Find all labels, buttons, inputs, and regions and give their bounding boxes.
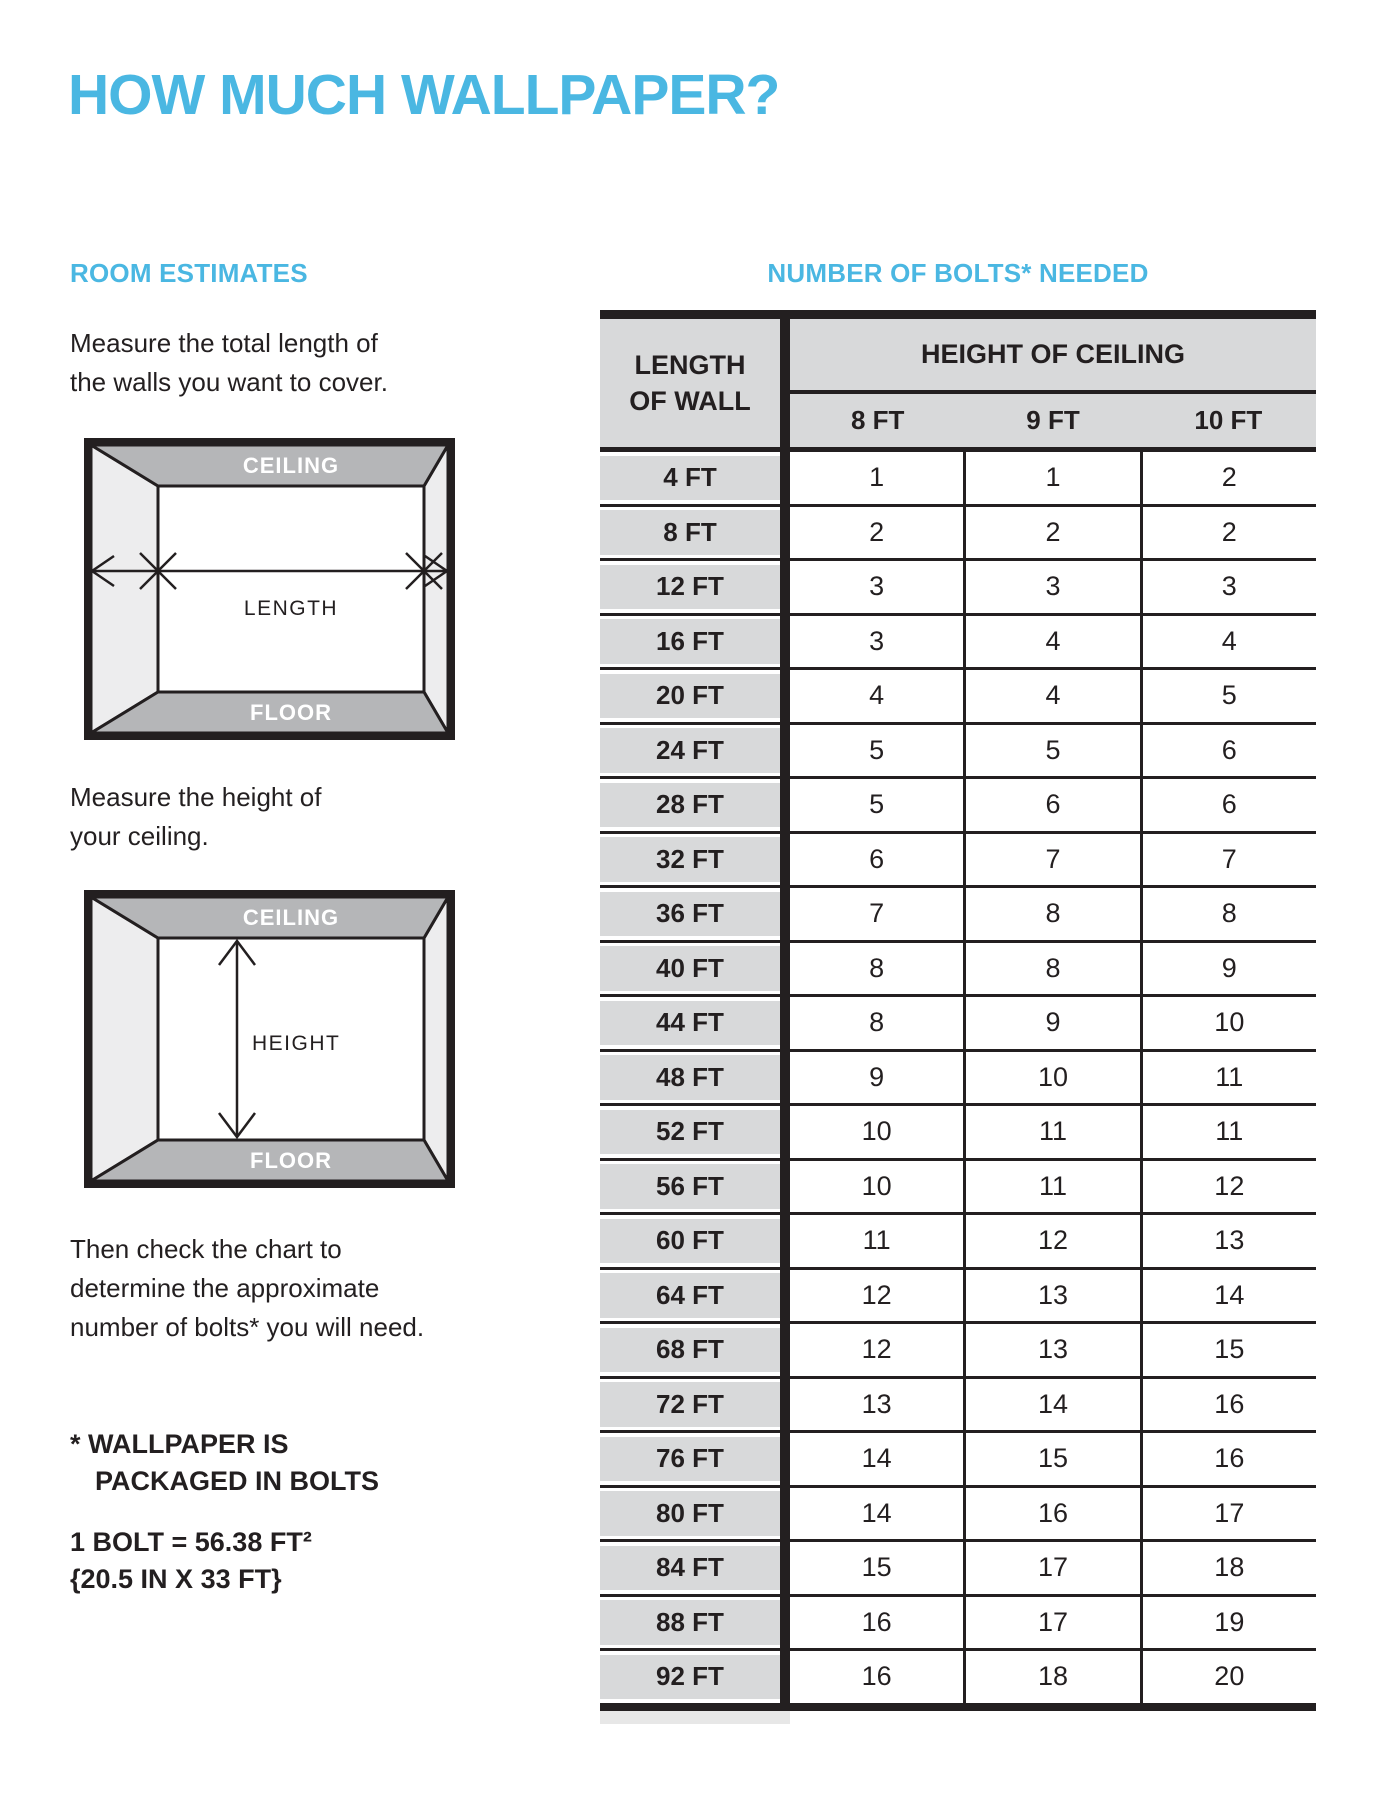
row-label: 56 FT [600,1164,780,1209]
column-header-10-ft: 10 FT [1194,405,1263,435]
bolt-count-cell: 6 [869,843,885,874]
row-divider [780,725,790,777]
row-divider [780,1324,790,1376]
row-label: 60 FT [600,1219,780,1264]
table-row [600,1594,1316,1649]
bolt-count-cell: 12 [861,1334,892,1365]
table-row [600,1648,1316,1703]
table-row [600,558,1316,613]
row-divider [780,1052,790,1104]
bolt-count-cell: 5 [1140,670,1316,722]
bolt-count-cell: 17 [1140,1488,1316,1540]
instruction-length-line2: the walls you want to cover. [70,367,388,397]
bolt-count-cell: 8 [869,1007,885,1038]
table-row [600,1212,1316,1267]
bolts-needed-heading: NUMBER OF BOLTS* NEEDED [767,258,1149,288]
header-divider [780,319,790,447]
bolt-count-cell: 11 [963,1161,1139,1213]
bolt-count-cell: 8 [869,952,885,983]
bolt-count-cell: 14 [861,1443,892,1474]
row-label-cell [600,507,780,559]
bolt-count-cell: 10 [963,1052,1139,1104]
bolt-count-cell: 2 [1140,507,1316,559]
row-label-cell [600,997,780,1049]
length-label: LENGTH [243,597,339,620]
bolt-count-cell: 6 [1140,779,1316,831]
table-row [600,1267,1316,1322]
table-header [600,319,1316,447]
room-height-diagram [84,890,455,1188]
table-row [600,613,1316,668]
instruction-height-line2: your ceiling. [70,821,209,851]
table-row [600,994,1316,1049]
bolt-count-cell: 2 [963,507,1139,559]
bolt-count-cell: 18 [1140,1542,1316,1594]
bolt-count-cell: 15 [1140,1324,1316,1376]
bolt-count-cell: 4 [963,616,1139,668]
bolt-count-cell: 14 [1140,1270,1316,1322]
row-label: 16 FT [600,619,780,664]
row-label: 44 FT [600,1001,780,1046]
bolt-count-cell: 16 [861,1661,892,1692]
height-label: HEIGHT [252,1032,341,1055]
bolt-count-cell: 15 [861,1552,892,1583]
row-divider [780,1270,790,1322]
floor-label: FLOOR [250,1148,332,1173]
bolt-size-info [70,1524,312,1598]
bolt-count-cell: 3 [1140,561,1316,613]
bolt-count-cell: 5 [869,789,885,820]
bolts-table [600,310,1316,1724]
table-row [600,1103,1316,1158]
table-row [600,1376,1316,1431]
instruction-length [70,324,388,402]
row-divider [780,1488,790,1540]
row-divider [780,1542,790,1594]
bolt-count-cell: 14 [861,1497,892,1528]
bolt-count-cell: 3 [869,625,885,656]
right-wall [424,445,448,733]
bolt-count-cell: 9 [963,997,1139,1049]
row-label: 64 FT [600,1273,780,1318]
row-label-cell [600,1106,780,1158]
ceiling-label: CEILING [242,453,340,478]
bolt-count-cell: 9 [1140,943,1316,995]
bolt-count-cell: 9 [869,1061,885,1092]
instruction-chart-line3: number of bolts* you will need. [70,1312,425,1342]
table-row [600,504,1316,559]
instruction-chart-line2: determine the approximate [70,1273,380,1303]
bolt-count-cell: 8 [963,888,1139,940]
bolt-count-cell: 13 [963,1324,1139,1376]
bolt-count-cell: 13 [861,1388,892,1419]
table-top-border [600,310,1316,319]
row-divider [780,1433,790,1485]
column-header-9-ft: 9 FT [1026,405,1080,435]
row-label: 72 FT [600,1382,780,1427]
table-row [600,1049,1316,1104]
table-row [600,1539,1316,1594]
row-divider [780,1106,790,1158]
row-divider [780,779,790,831]
row-divider [780,1651,790,1703]
height-of-ceiling-header: HEIGHT OF CEILING [790,319,1316,390]
table-row [600,776,1316,831]
row-label-cell [600,1597,780,1649]
table-row [600,722,1316,777]
bolt-count-cell: 7 [963,834,1139,886]
bolts-footnote-line2: PACKAGED IN BOLTS [95,1466,380,1496]
page-title: HOW MUCH WALLPAPER? [68,63,780,127]
bolt-count-cell: 10 [1140,997,1316,1049]
row-divider [780,834,790,886]
row-label-cell [600,1215,780,1267]
left-wall [91,445,158,733]
bolt-size-line1: 1 BOLT = 56.38 FT² [70,1527,312,1557]
row-label-cell [600,1379,780,1431]
table-body [600,452,1316,1703]
table-row [600,831,1316,886]
bolt-count-cell: 10 [861,1116,892,1147]
row-label: 80 FT [600,1491,780,1536]
instruction-length-line1: Measure the total length of [70,328,378,358]
bolt-count-cell: 1 [963,452,1139,504]
floor-label: FLOOR [250,700,332,725]
table-row [600,1430,1316,1485]
bolt-count-cell: 12 [861,1279,892,1310]
bolt-count-cell: 4 [963,670,1139,722]
row-label-cell [600,1270,780,1322]
row-divider [780,670,790,722]
row-label-cell [600,616,780,668]
row-label-cell [600,1651,780,1703]
row-label: 92 FT [600,1655,780,1700]
ceiling-header-group [790,319,1316,447]
table-row [600,1321,1316,1376]
row-label-cell [600,561,780,613]
bolt-count-cell: 11 [1140,1052,1316,1104]
bolt-count-cell: 4 [1140,616,1316,668]
bolt-count-cell: 11 [1140,1106,1316,1158]
row-label: 48 FT [600,1055,780,1100]
row-divider [780,943,790,995]
row-divider [780,1215,790,1267]
row-label: 8 FT [600,510,780,555]
row-label-cell [600,1161,780,1213]
row-divider [780,507,790,559]
bolt-count-cell: 2 [869,516,885,547]
bolt-count-cell: 2 [1140,452,1316,504]
back-wall [158,486,424,692]
column-headers-row [790,394,1316,447]
bolt-count-cell: 13 [1140,1215,1316,1267]
row-label: 28 FT [600,783,780,828]
row-label-cell [600,834,780,886]
row-divider [780,888,790,940]
bolt-count-cell: 16 [963,1488,1139,1540]
bolt-count-cell: 14 [963,1379,1139,1431]
bolt-count-cell: 19 [1140,1597,1316,1649]
row-label: 68 FT [600,1328,780,1373]
bolt-count-cell: 8 [963,943,1139,995]
bolt-count-cell: 1 [869,462,885,493]
row-label-cell [600,1052,780,1104]
bolt-count-cell: 11 [862,1225,891,1256]
row-label-cell [600,1324,780,1376]
bolt-count-cell: 5 [869,734,885,765]
bolt-count-cell: 6 [1140,725,1316,777]
row-divider [780,1161,790,1213]
length-of-wall-line1: LENGTH [634,350,746,380]
bolt-count-cell: 8 [1140,888,1316,940]
bolt-count-cell: 12 [1140,1161,1316,1213]
row-divider [780,1597,790,1649]
row-label-cell [600,1542,780,1594]
bolt-count-cell: 11 [963,1106,1139,1158]
room-estimates-heading: ROOM ESTIMATES [70,258,308,288]
bolt-count-cell: 18 [963,1651,1139,1703]
table-row [600,667,1316,722]
bolt-count-cell: 16 [861,1606,892,1637]
table-row [600,885,1316,940]
table-row [600,452,1316,504]
table-row [600,940,1316,995]
row-label-cell [600,888,780,940]
bolt-count-cell: 7 [1140,834,1316,886]
instruction-chart-line1: Then check the chart to [70,1234,342,1264]
bolt-count-cell: 17 [963,1597,1139,1649]
row-divider [780,616,790,668]
row-label: 36 FT [600,892,780,937]
row-label: 84 FT [600,1546,780,1591]
bolts-footnote-line1: * WALLPAPER IS [70,1429,289,1459]
bolt-count-cell: 5 [963,725,1139,777]
row-label: 52 FT [600,1110,780,1155]
row-label: 24 FT [600,728,780,773]
column-header-8-ft: 8 FT [850,405,905,435]
bolt-count-cell: 12 [963,1215,1139,1267]
bolt-count-cell: 13 [963,1270,1139,1322]
row-label: 4 FT [600,456,780,501]
row-label: 76 FT [600,1437,780,1482]
row-label-cell [600,670,780,722]
row-divider [780,561,790,613]
row-label-cell [600,779,780,831]
bolt-count-cell: 3 [963,561,1139,613]
row-label-cell [600,1433,780,1485]
table-foot-strip [600,1711,790,1724]
row-label: 88 FT [600,1600,780,1645]
table-row [600,1158,1316,1213]
row-divider [780,997,790,1049]
left-wall [91,897,158,1181]
table-bottom-border [600,1703,1316,1711]
row-divider [780,452,790,504]
row-label-cell [600,943,780,995]
bolt-count-cell: 10 [861,1170,892,1201]
bolt-count-cell: 3 [869,571,885,602]
length-of-wall-line2: OF WALL [629,386,751,416]
bolt-count-cell: 17 [963,1542,1139,1594]
bolt-count-cell: 16 [1140,1433,1316,1485]
bolt-count-cell: 7 [869,898,885,929]
row-divider [780,1379,790,1431]
row-label: 20 FT [600,674,780,719]
ceiling-label: CEILING [242,905,340,930]
bolt-size-line2: {20.5 IN X 33 FT} [70,1564,282,1594]
row-label: 32 FT [600,837,780,882]
bolts-footnote [70,1426,379,1500]
row-label-cell [600,452,780,504]
instruction-height-line1: Measure the height of [70,782,322,812]
instruction-chart [70,1230,424,1347]
right-wall [424,897,448,1181]
row-label-cell [600,725,780,777]
bolt-count-cell: 6 [963,779,1139,831]
bolt-count-cell: 15 [963,1433,1139,1485]
room-length-diagram [84,438,455,740]
table-row [600,1485,1316,1540]
row-label: 12 FT [600,565,780,610]
instruction-height [70,778,322,856]
row-label: 40 FT [600,946,780,991]
row-label-cell [600,1488,780,1540]
bolt-count-cell: 4 [869,680,885,711]
length-of-wall-header [600,319,780,447]
bolt-count-cell: 20 [1140,1651,1316,1703]
bolt-count-cell: 16 [1140,1379,1316,1431]
